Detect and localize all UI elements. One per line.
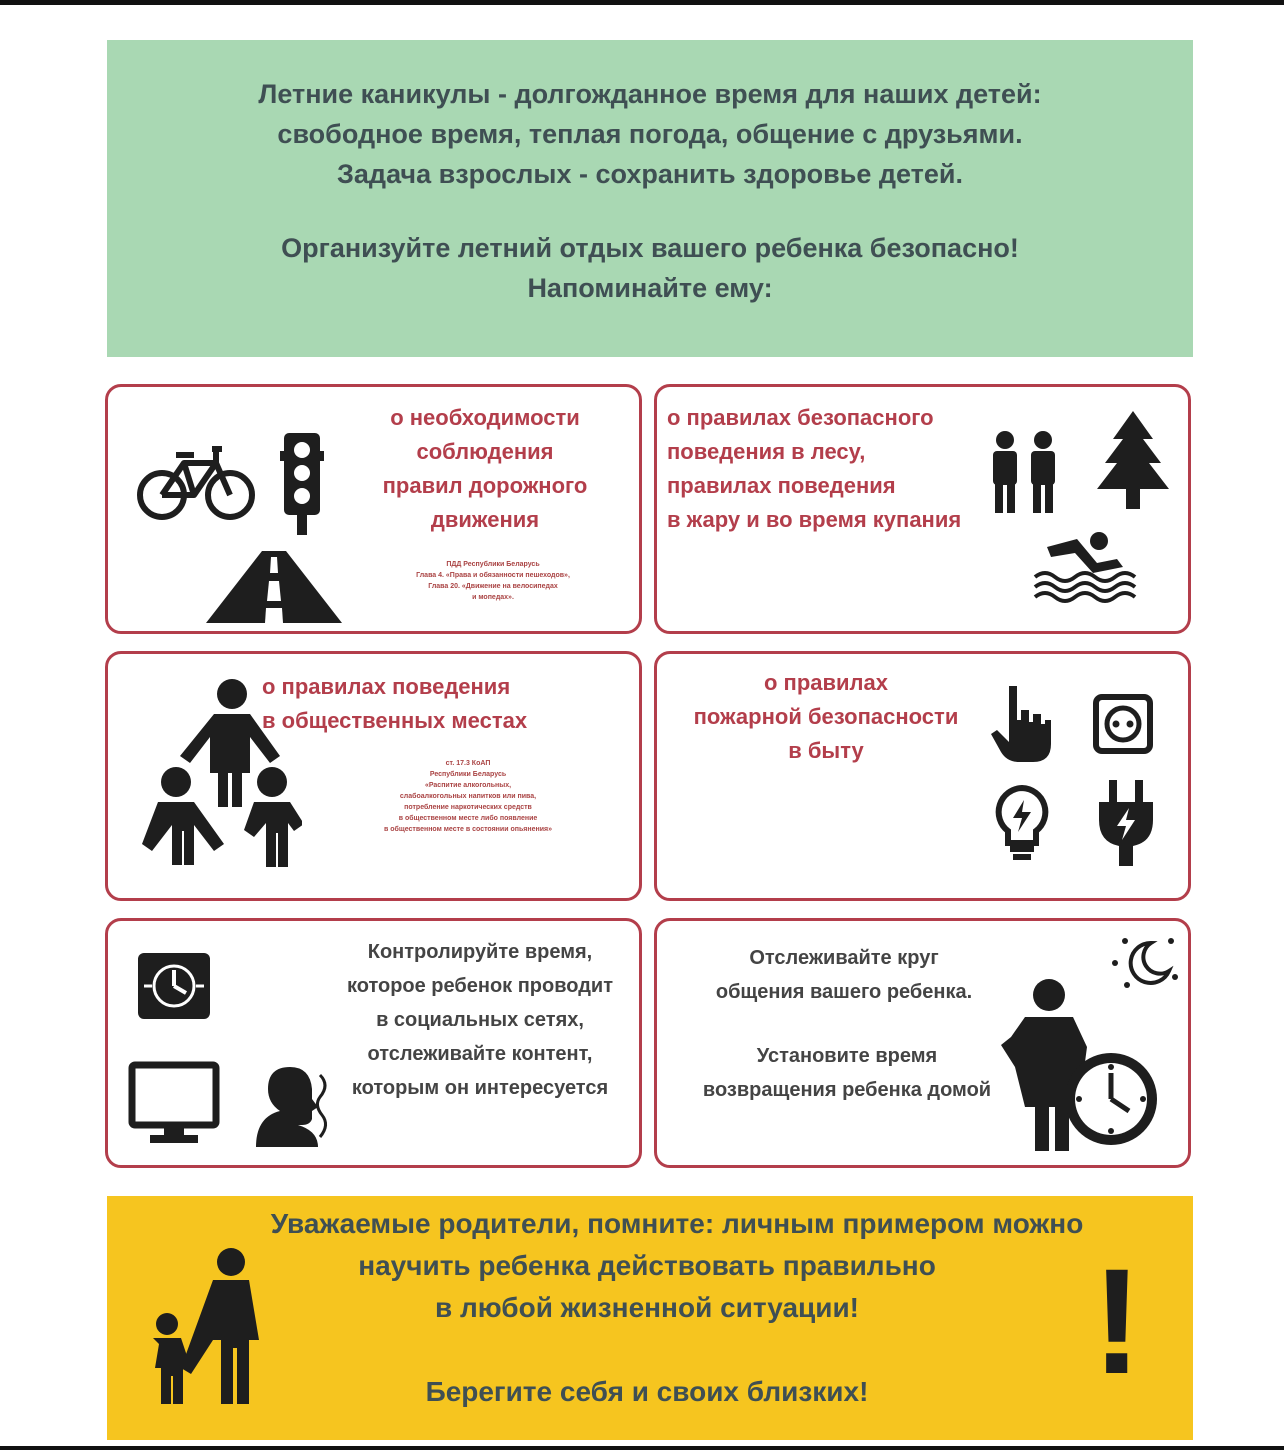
plug-icon bbox=[1095, 778, 1157, 868]
traffic-note-line: Глава 4. «Права и обязанности пешеходов», bbox=[416, 572, 570, 579]
monitor-icon bbox=[128, 1061, 220, 1145]
intro-line-5: Напоминайте ему: bbox=[527, 273, 773, 303]
fire-text bbox=[661, 666, 991, 768]
circle-line: Установите время bbox=[756, 1045, 938, 1067]
intro-line-3: Задача взрослых - сохранить здоровье детей. bbox=[337, 159, 963, 189]
forest-line: в жару и во время купания bbox=[667, 507, 962, 532]
traffic-note-line: и мопедах». bbox=[472, 594, 514, 601]
screen-line: отслеживайте контент, bbox=[367, 1043, 593, 1065]
screen-text bbox=[320, 935, 640, 1105]
road-icon bbox=[206, 551, 342, 623]
intro-line-2: свободное время, теплая погода, общение с друзьями. bbox=[277, 119, 1023, 149]
screen-line: которым он интересуется bbox=[351, 1077, 609, 1099]
footer-line-1: Уважаемые родители, помните: личным примером можно bbox=[270, 1208, 1084, 1239]
intro-line-1: Летние каникулы - долгожданное время для наших детей: bbox=[258, 79, 1042, 109]
screen-line: которое ребенок проводит bbox=[346, 975, 614, 997]
parent-child-icon bbox=[133, 1246, 273, 1406]
bottom-border bbox=[0, 1446, 1284, 1450]
circle-line: общения вашего ребенка. bbox=[715, 981, 973, 1003]
bulb-icon bbox=[991, 784, 1053, 864]
socket-icon bbox=[1093, 694, 1153, 754]
footer-line-4: Берегите себя и своих близких! bbox=[425, 1376, 869, 1407]
public-text bbox=[262, 670, 632, 738]
public-note-line: в общественном месте в состоянии опьянения» bbox=[383, 826, 552, 833]
traffic-note-line: Глава 20. «Движение на велосипедах bbox=[428, 583, 558, 590]
circle-line: возвращения ребенка домой bbox=[702, 1079, 992, 1101]
people-icon bbox=[985, 429, 1065, 515]
hand-icon bbox=[991, 682, 1051, 762]
parents-footer-banner bbox=[107, 1196, 1193, 1440]
forest-line: правилах поведения bbox=[667, 473, 896, 498]
clock-icon bbox=[138, 953, 210, 1019]
public-note-line: в общественном месте либо появление bbox=[398, 815, 538, 822]
footer-line-2: научить ребенка действовать правильно bbox=[358, 1250, 936, 1281]
traffic-text bbox=[340, 401, 630, 537]
businessman-icon bbox=[997, 975, 1167, 1155]
card-screen-time bbox=[105, 918, 642, 1168]
intro-banner bbox=[107, 40, 1193, 357]
traffic-line: о необходимости bbox=[390, 405, 580, 430]
card-social-circle bbox=[654, 918, 1191, 1168]
bicycle-icon bbox=[136, 443, 256, 523]
public-note-line: ст. 17.3 КоАП bbox=[445, 760, 491, 767]
traffic-light-icon bbox=[280, 431, 324, 537]
circle-text bbox=[669, 941, 1019, 1009]
traffic-note-line: ПДД Республики Беларусь bbox=[446, 561, 540, 568]
exclamation-mark: ! bbox=[1092, 1237, 1142, 1405]
swimmer-icon bbox=[1027, 529, 1139, 609]
public-note-line: потребление наркотических средств bbox=[404, 804, 532, 811]
card-forest-behavior bbox=[654, 384, 1191, 634]
card-public-places bbox=[105, 651, 642, 901]
circle-text-2 bbox=[657, 1039, 1037, 1107]
footer-line-3: в любой жизненной ситуации! bbox=[434, 1292, 860, 1323]
public-line: в общественных местах bbox=[262, 708, 528, 733]
traffic-line: движения bbox=[430, 507, 540, 532]
intro-line-4: Организуйте летний отдых вашего ребенка безопасно! bbox=[281, 233, 1019, 263]
card-traffic-rules bbox=[105, 384, 642, 634]
public-note bbox=[298, 758, 638, 835]
traffic-line: правил дорожного bbox=[382, 473, 588, 498]
circle-line: Отслеживайте круг bbox=[749, 947, 939, 969]
traffic-line: соблюдения bbox=[416, 439, 554, 464]
fire-line: пожарной безопасности bbox=[693, 704, 959, 729]
fire-line: о правилах bbox=[763, 670, 888, 695]
top-border bbox=[0, 0, 1284, 5]
public-note-line: «Распитие алкогольных, bbox=[424, 782, 512, 789]
screen-line: Контролируйте время, bbox=[367, 941, 593, 963]
public-line: о правилах поведения bbox=[262, 674, 511, 699]
traffic-note bbox=[348, 559, 638, 603]
public-note-line: Республики Беларусь bbox=[429, 771, 507, 778]
public-note-line: слабоалкогольных напитков или пива, bbox=[399, 793, 537, 800]
card-fire-safety bbox=[654, 651, 1191, 901]
tree-icon bbox=[1097, 411, 1169, 511]
fire-line: в быту bbox=[788, 738, 864, 763]
forest-line: о правилах безопасного bbox=[667, 405, 934, 430]
screen-line: в социальных сетях, bbox=[376, 1009, 584, 1031]
forest-line: поведения в лесу, bbox=[667, 439, 866, 464]
